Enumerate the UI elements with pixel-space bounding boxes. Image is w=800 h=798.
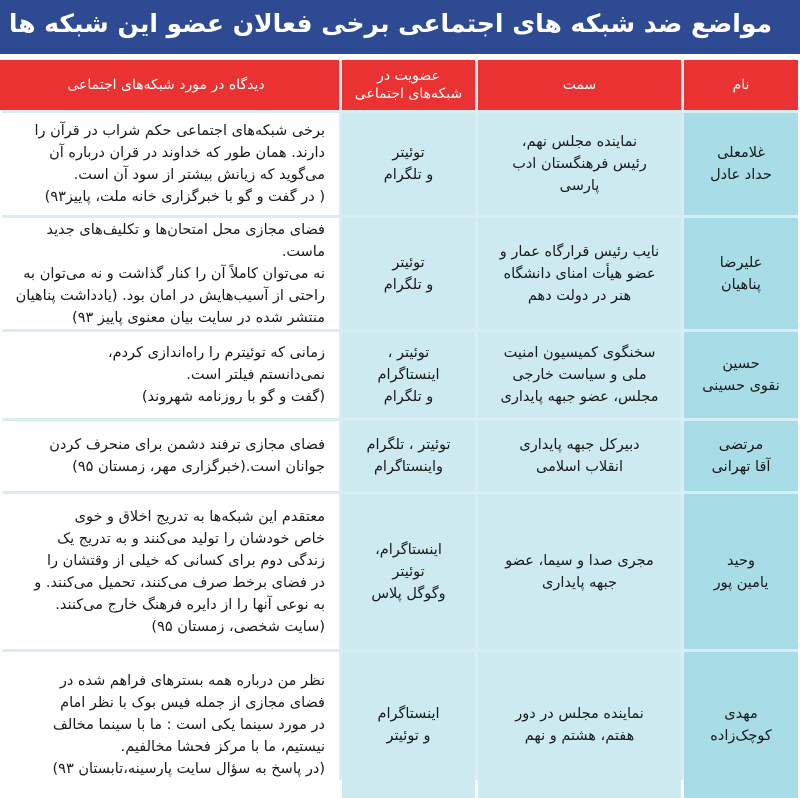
header-membership-label: عضویت در شبکه‌های اجتماعی (354, 68, 463, 102)
row-4-membership-text: توئیتر ، تلگرام واینستاگرام (366, 437, 451, 475)
row-2-name (684, 218, 798, 329)
row-2-view-text: فضای مجازی محل امتحان‌ها و تکلیف‌های جدید ماست. نه می‌توان کاملاً آن را کنار گذاشت و نه می‌توان به راحتی از آسیب‌هایش در امان بود. (یادداشت پناهیان منتشر شده در سایت بیان معنوی پاییز ۹۳) (15, 221, 325, 326)
row-3-position-text: سخنگوی کمیسیون امنیت ملی و سیاست خارجی مجلس، عضو جبهه پایداری (500, 345, 659, 405)
row-1-view (0, 113, 339, 215)
header-name-label: نام (732, 77, 750, 93)
row-2-membership-text: توئیتر و تلگرام (383, 254, 434, 293)
header-position (478, 60, 681, 110)
page-title: مواضع ضد شبکه های اجتماعی برخی فعالان عضو این شبکه ها (8, 9, 772, 38)
row-5-view (0, 494, 339, 649)
row-6-name (684, 652, 798, 798)
row-6-position-text: نماینده مجلس در دور هفتم، هشتم و نهم (515, 706, 644, 744)
row-5-membership-text: اینستاگرام، توئیتر وگوگل پلاس (371, 541, 446, 602)
row-6-membership (342, 652, 475, 798)
members-table (2, 60, 798, 780)
header-view (0, 60, 339, 110)
row-3-view (0, 332, 339, 418)
row-2-membership (342, 218, 475, 329)
row-6-membership-text: اینستاگرام و توئیتر (377, 706, 440, 744)
row-1-name-text: غلامعلی حداد عادل (710, 145, 772, 183)
header-position-label: سمت (562, 77, 597, 93)
header-membership (342, 60, 475, 110)
row-6-position (478, 652, 681, 798)
row-5-name (684, 494, 798, 649)
row-6-view-text: نظر من درباره همه بسترهای فراهم شده در فضای مجازی از جمله فیس بوک با نظر امام در مورد سینما یکی است : ما با سینما مخالف نیستیم، ما با مرکز فحشا مخالفیم. (در پاسخ به سؤال سایت پارسینه،تابستان ۹۳) (52, 673, 325, 777)
row-3-view-text: زمانی که توئیترم را راه‌اندازی کردم، نمی‌دانستم فیلتر است. (گفت و گو با روزنامه شهروند) (107, 345, 325, 405)
row-6-name-text: مهدی کوچک‌زاده (710, 706, 772, 744)
row-1-position-text: نماینده مجلس نهم، رئیس فرهنگستان ادب پارسی (512, 134, 647, 194)
row-3-name (684, 332, 798, 418)
row-1-view-text: برخی شبکه‌های اجتماعی حکم شراب در قرآن را دارند. همان طور که خداوند در قران درباره آن می‌گوید که زیانش بیشتر از سود آن است. ( در گفت و گو با خبرگزاری خانه ملت، پاییز۹۳) (34, 123, 325, 205)
row-4-position (478, 421, 681, 491)
row-5-position (478, 494, 681, 649)
row-4-name-text: مرتضی آقا تهرانی (711, 437, 771, 475)
row-2-position (478, 218, 681, 329)
row-4-view-text: فضای مجازی ترفند دشمن برای منحرف کردن جوانان است.(خبرگزاری مهر، زمستان ۹۵) (49, 437, 325, 475)
title-banner (0, 0, 800, 58)
row-3-position (478, 332, 681, 418)
row-4-view (0, 421, 339, 491)
row-5-name-text: وحید یامین پور (713, 552, 769, 591)
row-4-name (684, 421, 798, 491)
row-5-view-text: معتقدم این شبکه‌ها به تدریج اخلاق و خوی خاص خودشان را تولید می‌کنند و به تدریج یک زندگی دوم برای کسانی که خیلی از وقتشان را در فضای برخط صرف می‌کنند، تحمیل می‌کنند. و به نوعی آنها را از دایره فرهنگ خارج می‌کنند. (سایت شخصی، زمستان ۹۵) (34, 508, 325, 635)
row-3-membership (342, 332, 475, 418)
row-4-membership (342, 421, 475, 491)
row-4-position-text: دبیرکل جبهه پایداری انقلاب اسلامی (519, 437, 640, 475)
row-1-membership-text: توئیتر و تلگرام (383, 145, 434, 183)
row-6-view (0, 652, 339, 798)
row-5-membership (342, 494, 475, 649)
row-3-membership-text: توئیتر ، اینستاگرام و تلگرام (377, 345, 440, 405)
row-2-name-text: علیرضا پناهیان (719, 254, 763, 293)
header-view-label: دیدگاه در مورد شبکه‌های اجتماعی (67, 77, 265, 93)
row-3-name-text: حسین نقوی حسینی (702, 356, 780, 394)
row-1-name (684, 113, 798, 215)
header-name (684, 60, 798, 110)
row-1-position (478, 113, 681, 215)
row-2-position-text: نایب رئیس قرارگاه عمار و عضو هیأت امنای دانشگاه هنر در دولت دهم (499, 243, 660, 304)
row-5-position-text: مجری صدا و سیما، عضو جبهه پایداری (505, 552, 654, 591)
row-1-membership (342, 113, 475, 215)
row-2-view (0, 218, 339, 329)
